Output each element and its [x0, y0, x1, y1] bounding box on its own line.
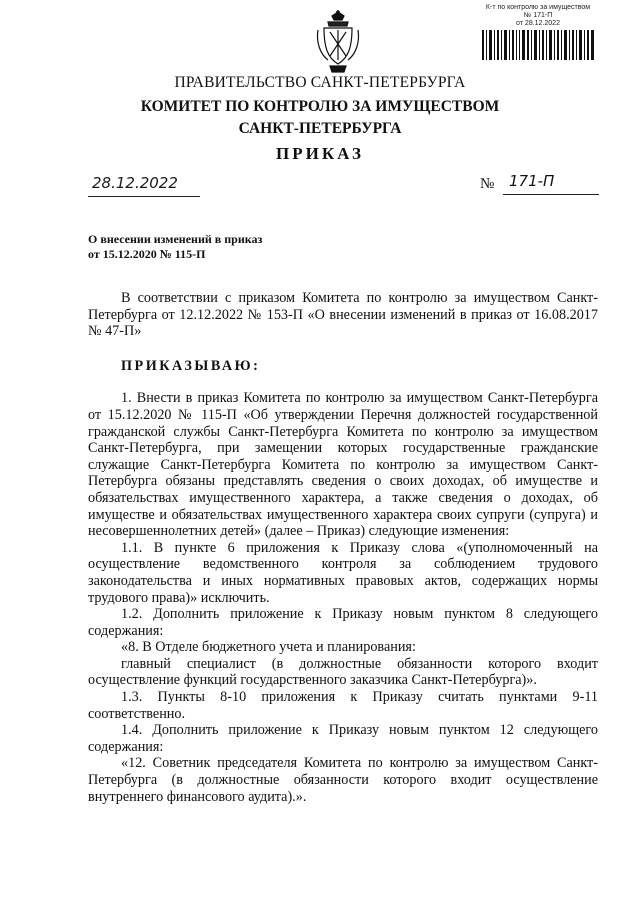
paragraph-1-2: 1.2. Дополнить приложение к Приказу новым пунктом 8 следующего содержания:: [88, 606, 598, 639]
committee-title-line-1: КОМИТЕТ ПО КОНТРОЛЮ ЗА ИМУЩЕСТВОМ: [140, 98, 500, 115]
subject-line-1: О внесении изменений в приказ: [88, 232, 263, 246]
paragraph-1: 1. Внести в приказ Комитета по контролю за имуществом Санкт-Петербурга от 15.12.2020 № 115-П «Об утверждении Перечня должностей государственной гражданской службы Санкт-Петербурга Комитета по контролю за имуществом Санкт-Петербурга, при замещении которых государственные гражданские служащие Санкт-Петербурга Комитета по контролю за имуществом Санкт-Петербурга обязаны представлять сведения о своих доходах, об имуществе и обязательствах имущественного характера, а также сведения о доходах, об имуществе и обязательствах имущественного характера своих супруги (супруга) и несовершеннолетних детей» (далее – Приказ) следующие изменения:: [88, 390, 598, 540]
paragraph-1-4: 1.4. Дополнить приложение к Приказу новым пунктом 12 следующего содержания:: [88, 722, 598, 755]
stamp-line-3: от 28.12.2022: [516, 20, 560, 27]
coat-of-arms-icon: [314, 10, 362, 74]
order-number: 171-П: [503, 172, 599, 195]
paragraph-1-2-quote: «8. В Отделе бюджетного учета и планирования:: [121, 639, 416, 656]
paragraph-1-4-quote: «12. Советник председателя Комитета по контролю за имуществом Санкт-Петербурга (в должностные обязанности которого входит осуществление внутреннего финансового аудита).».: [88, 755, 598, 805]
order-number-label: №: [480, 176, 495, 192]
committee-title-line-2: САНКТ-ПЕТЕРБУРГА: [238, 120, 402, 137]
committee-title: [0, 96, 640, 140]
order-heading: ПРИКАЗЫВАЮ:: [121, 357, 261, 374]
order-body: [88, 290, 598, 805]
registration-stamp: [478, 4, 598, 60]
intro-paragraph: В соответствии с приказом Комитета по контролю за имуществом Санкт-Петербурга от 12.12.2022 № 153-П «О внесении изменений в приказ от 16.08.2017 № 47-П»: [88, 290, 598, 340]
stamp-line-2: № 171-П: [523, 12, 553, 19]
government-title: ПРАВИТЕЛЬСТВО САНКТ-ПЕТЕРБУРГА: [174, 74, 466, 91]
subject-line-2: от 15.12.2020 № 115-П: [88, 247, 206, 261]
order-subject: [88, 232, 262, 262]
order-date: 28.12.2022: [88, 174, 200, 197]
document-type: ПРИКАЗ: [276, 144, 364, 163]
barcode-icon: [482, 30, 594, 60]
stamp-line-1: К-т по контролю за имуществом: [485, 4, 591, 11]
paragraph-1-1: 1.1. В пункте 6 приложения к Приказу слова «(уполномоченный на осуществление ведомственного контроля за соблюдением трудового законодательства и иных нормативных правовых актов, содержащих нормы трудового права)» исключить.: [88, 539, 598, 606]
paragraph-1-3: 1.3. Пункты 8-10 приложения к Приказу считать пунктами 9-11 соответственно.: [88, 689, 598, 722]
paragraph-1-2-position: главный специалист (в должностные обязанности которого входит осуществление функций государственного заказчика Санкт-Петербурга)».: [88, 655, 598, 689]
